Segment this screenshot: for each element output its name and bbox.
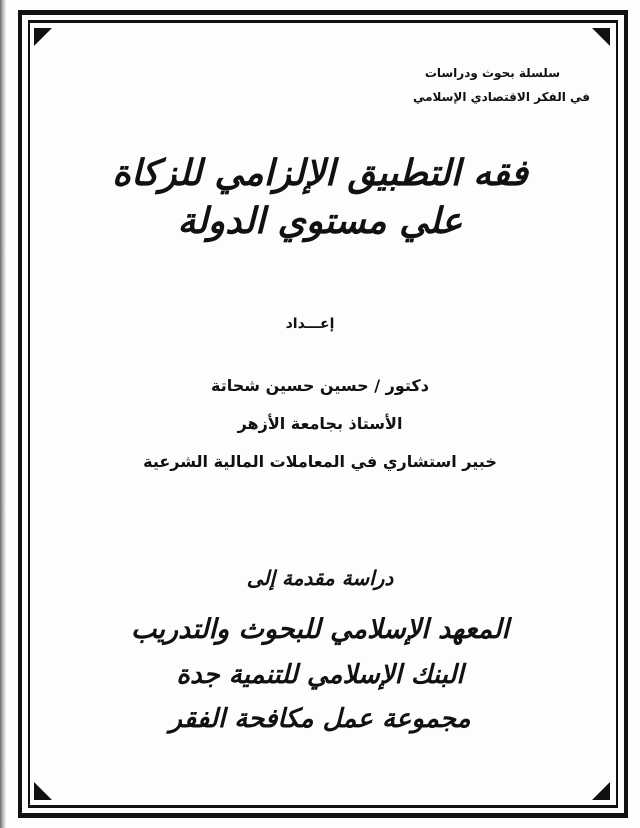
border-top-inner	[28, 20, 618, 23]
border-bottom-inner	[28, 805, 618, 808]
author-position: الأستاذ بجامعة الأزهر	[237, 414, 403, 433]
organization-bank: البنك الإسلامي للتنمية جدة	[176, 660, 464, 690]
border-bottom-outer	[18, 813, 628, 818]
corner-ornament-top-right	[592, 28, 610, 46]
prepared-by-label: إعـــداد	[285, 316, 335, 332]
corner-ornament-bottom-right	[592, 782, 610, 800]
border-top-outer	[18, 10, 628, 15]
organization-institute: المعهد الإسلامي للبحوث والتدريب	[130, 614, 510, 645]
corner-ornament-top-left	[34, 28, 52, 46]
series-name: سلسلة بحوث ودراسات	[424, 66, 560, 80]
document-title-line-2: علي مستوي الدولة	[177, 200, 463, 242]
document-title-line-1: فقه التطبيق الإلزامي للزكاة	[112, 152, 528, 194]
organization-working-group: مجموعة عمل مكافحة الفقر	[169, 704, 471, 734]
author-expertise: خبير استشاري في المعاملات المالية الشرعية	[143, 452, 497, 471]
author-name: دكتور / حسين حسين شحاتة	[211, 376, 429, 395]
corner-ornament-bottom-left	[34, 782, 52, 800]
submitted-to-label: دراسة مقدمة إلى	[246, 566, 394, 590]
series-subtitle: في الفكر الاقتصادي الإسلامي	[412, 90, 590, 104]
